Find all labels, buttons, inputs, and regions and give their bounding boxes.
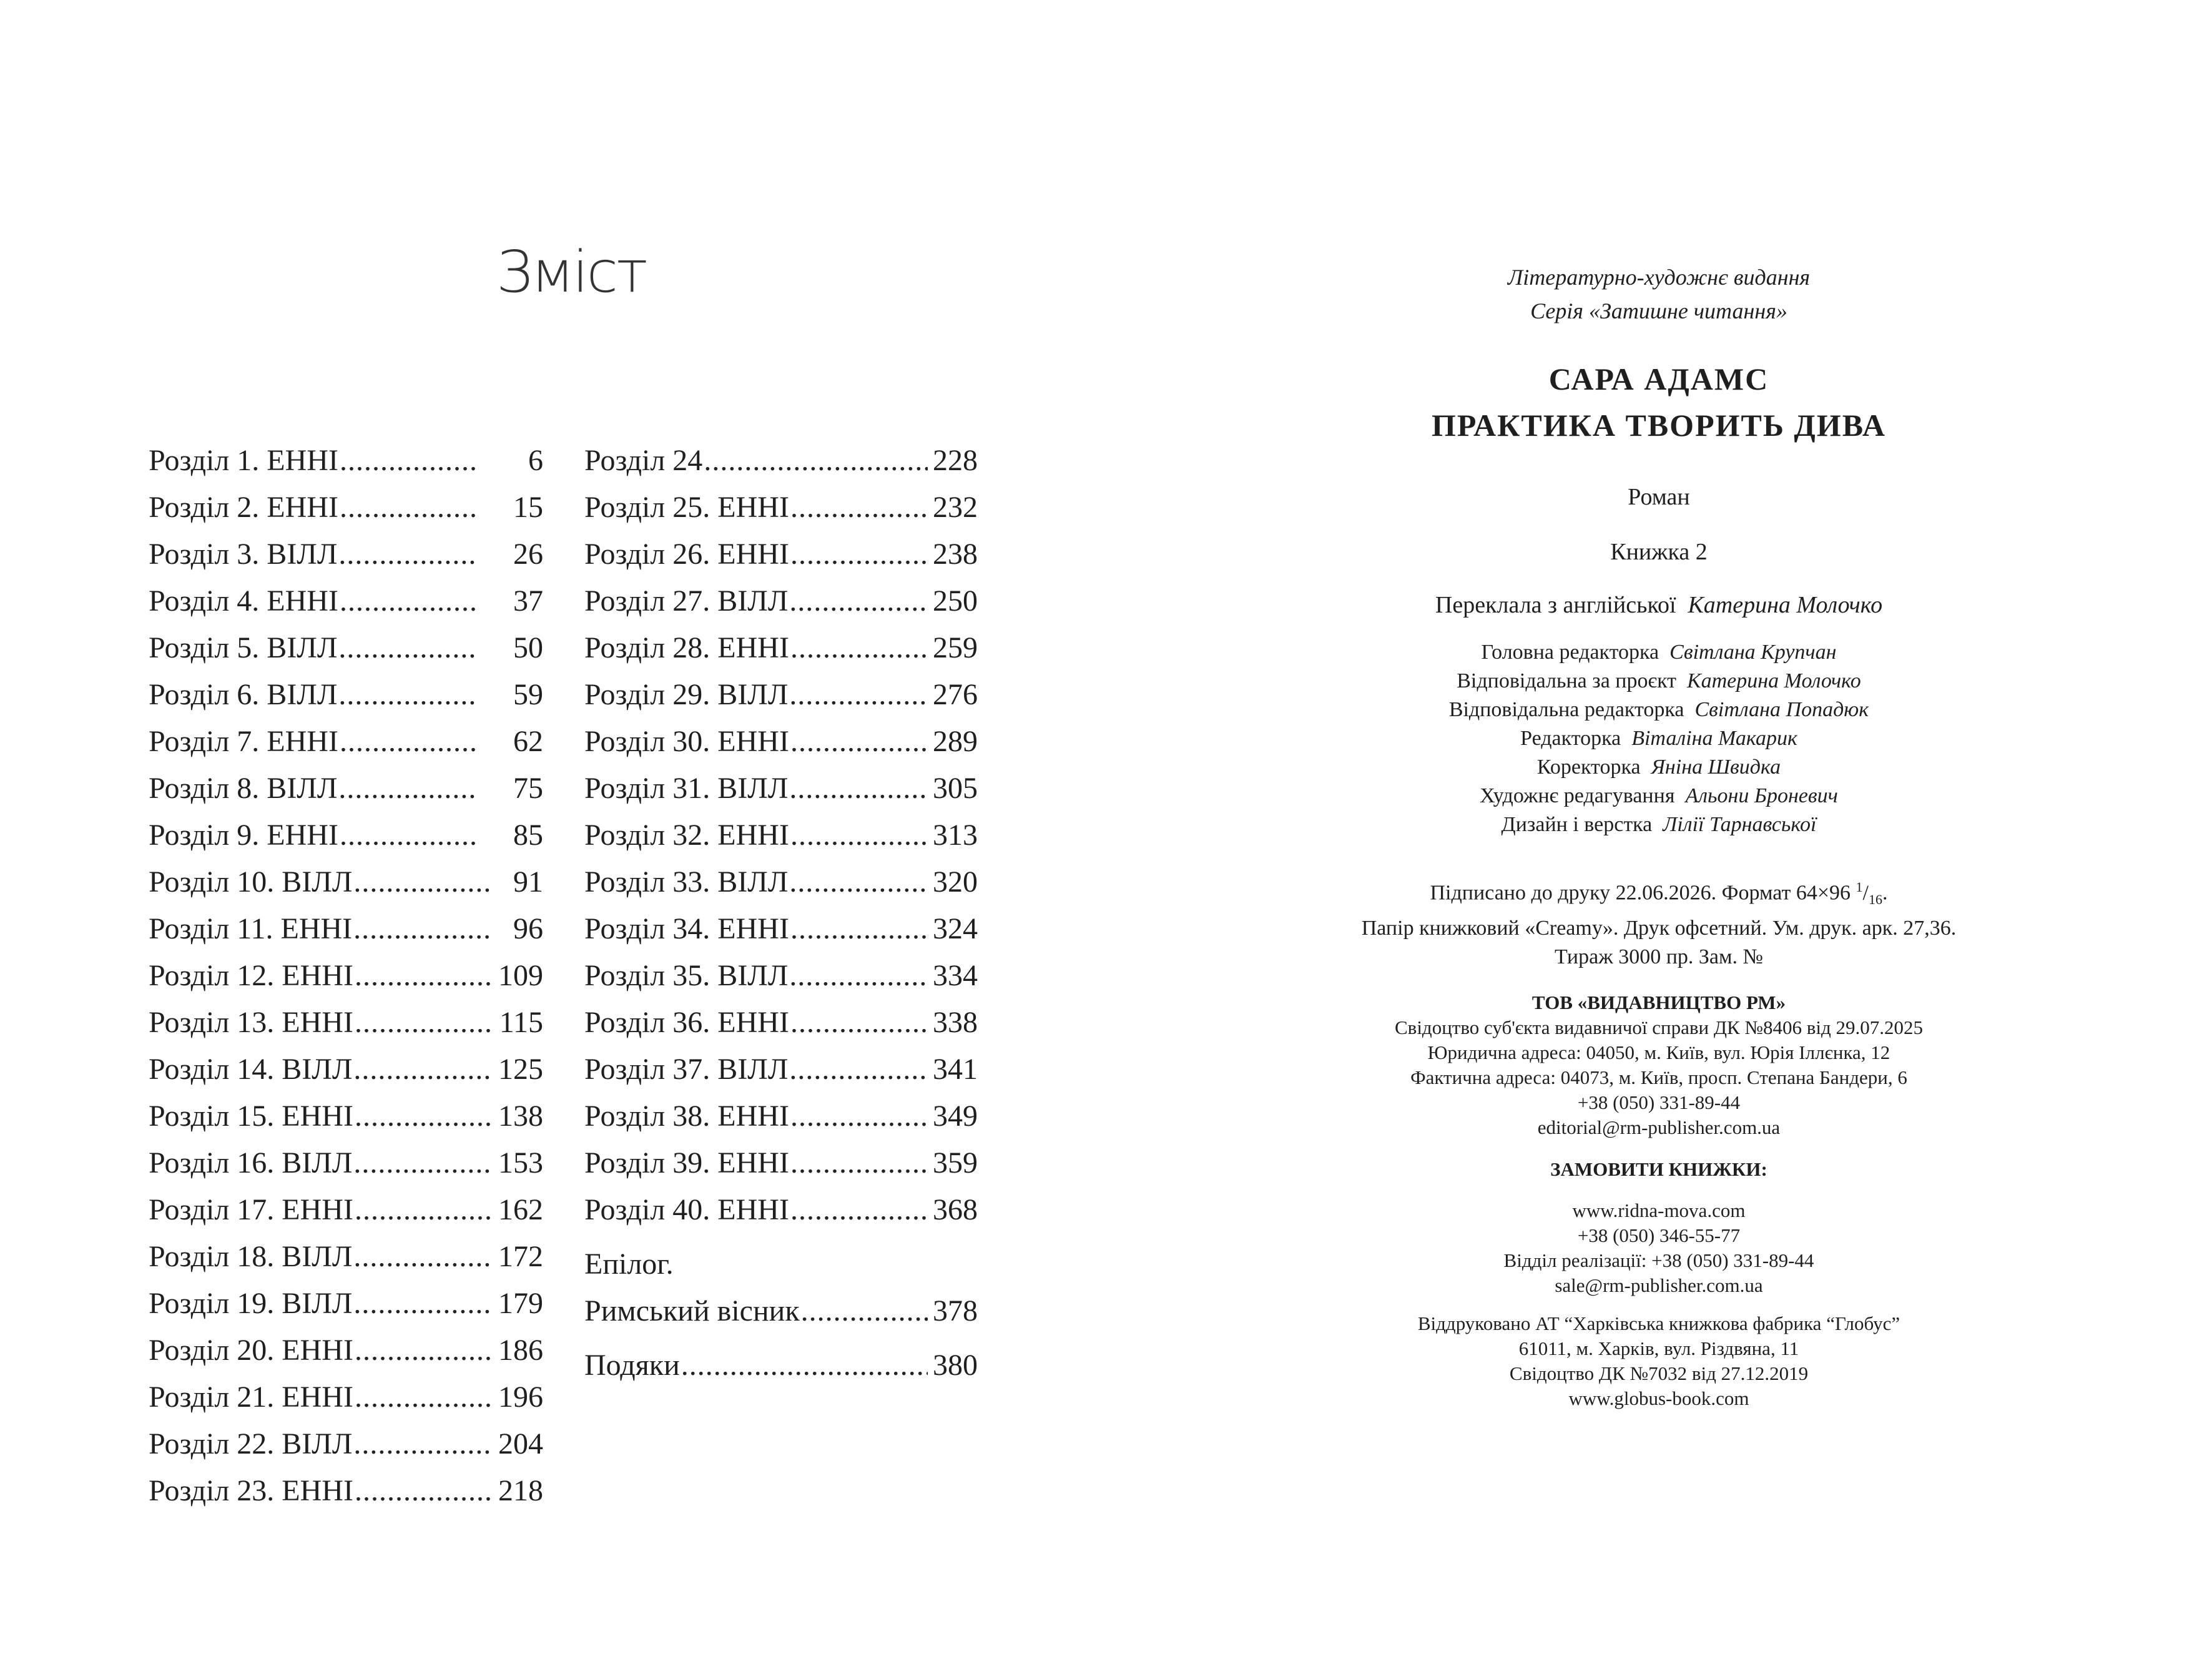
staff-credits — [1106, 638, 2212, 839]
dot-leader — [338, 531, 474, 578]
publisher-block — [1106, 990, 2212, 1140]
dot-leader — [353, 1140, 493, 1186]
toc-entry-label: Римський вісник — [584, 1294, 800, 1327]
print-details — [1106, 873, 2212, 972]
dot-leader — [789, 1046, 928, 1093]
toc-entry — [149, 1280, 543, 1327]
toc-entry-page: 305 — [933, 772, 978, 805]
credit-name: Лілії Тарнавської — [1663, 813, 1817, 836]
toc-entry-label: Розділ 11. ЕННІ — [149, 912, 353, 945]
dot-leader — [681, 1342, 928, 1389]
dot-leader — [790, 905, 928, 952]
toc-entry-page: 313 — [933, 819, 978, 852]
toc-entry-page: 162 — [498, 1193, 543, 1226]
toc-entry — [584, 859, 978, 905]
toc-entry-page: 341 — [933, 1053, 978, 1086]
order-line: sale@rm-publisher.com.ua — [1555, 1274, 1763, 1296]
dot-leader — [338, 671, 474, 718]
order-line: +38 (050) 346-55-77 — [1577, 1224, 1741, 1246]
dot-leader — [355, 999, 493, 1046]
dot-leader — [355, 952, 493, 999]
dot-leader — [340, 718, 476, 765]
toc-entry-page: 75 — [513, 772, 543, 805]
toc-entry — [584, 1342, 978, 1389]
dot-leader — [790, 999, 928, 1046]
dot-leader — [790, 1140, 928, 1186]
toc-entry — [149, 765, 543, 812]
toc-entry-page: 26 — [513, 538, 543, 571]
dot-leader — [353, 1280, 493, 1327]
toc-entry-page: 378 — [933, 1294, 978, 1327]
dot-leader — [789, 952, 928, 999]
toc-entry-label: Розділ 35. ВІЛЛ — [584, 959, 789, 992]
toc-entry — [149, 1467, 543, 1514]
publisher-line: Юридична адреса: 04050, м. Київ, вул. Юрія Іллєнка, 12 — [1427, 1041, 1890, 1063]
dot-leader — [789, 671, 928, 718]
publisher-line: Фактична адреса: 04073, м. Київ, просп. Степана Бандери, 6 — [1410, 1066, 1907, 1088]
credit-role: Головна редакторка — [1481, 641, 1659, 664]
staff-credit — [1106, 810, 2212, 839]
toc-entry-label: Розділ 17. ЕННІ — [149, 1193, 353, 1226]
toc-entry-page: 368 — [933, 1193, 978, 1226]
toc-entry-label: Розділ 34. ЕННІ — [584, 912, 789, 945]
toc-entry-page: 179 — [498, 1287, 543, 1320]
dot-leader — [340, 437, 476, 484]
toc-entry — [584, 624, 978, 671]
toc-entry — [584, 1046, 978, 1093]
toc-entry-label: Розділ 38. ЕННІ — [584, 1100, 789, 1133]
toc-entry-label: Розділ 32. ЕННІ — [584, 819, 789, 852]
toc-entry-label: Розділ 39. ЕННІ — [584, 1146, 789, 1179]
dot-leader — [790, 1093, 928, 1140]
credit-name: Світлана Крупчан — [1669, 641, 1837, 664]
toc-column-2 — [584, 437, 978, 1389]
toc-entry-label: Розділ 12. ЕННІ — [149, 959, 353, 992]
toc-entry-label: Розділ 15. ЕННІ — [149, 1100, 353, 1133]
credit-name: Віталіна Макарик — [1631, 727, 1797, 750]
toc-entry-page: 96 — [513, 912, 543, 945]
toc-entry-page: 6 — [528, 444, 543, 477]
book-title: ПРАКТИКА ТВОРИТЬ ДИВА — [1431, 408, 1887, 443]
toc-entry-label: Розділ 20. ЕННІ — [149, 1334, 353, 1367]
toc-entry — [149, 624, 543, 671]
printer-line: 61011, м. Харків, вул. Різдвяна, 11 — [1518, 1337, 1799, 1359]
credit-role: Відповідальна редакторка — [1448, 698, 1684, 721]
toc-entry-label: Розділ 4. ЕННІ — [149, 584, 338, 618]
toc-entry-label: Розділ 22. ВІЛЛ — [149, 1427, 353, 1460]
toc-entry — [584, 671, 978, 718]
toc-entry-page: 91 — [513, 865, 543, 898]
credit-role: Відповідальна за проєкт — [1457, 669, 1677, 692]
dot-leader — [789, 859, 928, 905]
genre-line: Літературно-художнє видання — [1507, 265, 1811, 290]
toc-entry-label: Розділ 26. ЕННІ — [584, 538, 789, 571]
toc-entry-label: Розділ 3. ВІЛЛ — [149, 538, 338, 571]
toc-entry-page: 324 — [933, 912, 978, 945]
toc-entry — [584, 531, 978, 578]
dot-leader — [340, 578, 476, 624]
toc-entry-label: Розділ 9. ЕННІ — [149, 819, 338, 852]
dot-leader — [353, 1233, 493, 1280]
toc-entry — [584, 812, 978, 859]
toc-entry — [149, 1327, 543, 1374]
staff-credit — [1106, 724, 2212, 753]
toc-entry-label: Розділ 13. ЕННІ — [149, 1006, 353, 1039]
publisher-line: editorial@rm-publisher.com.ua — [1537, 1116, 1781, 1138]
toc-entry-page: 15 — [513, 491, 543, 524]
toc-entry-page: 334 — [933, 959, 978, 992]
toc-entry-page: 115 — [499, 1006, 543, 1039]
toc-entry-page: 338 — [933, 1006, 978, 1039]
dot-leader — [801, 1287, 928, 1334]
toc-entry-label: Розділ 1. ЕННІ — [149, 444, 338, 477]
dot-leader — [355, 1467, 493, 1514]
publisher-line: +38 (050) 331-89-44 — [1577, 1091, 1741, 1113]
credit-name: Яніна Швидка — [1651, 756, 1781, 779]
translation-credit — [1106, 588, 2212, 623]
toc-entry-label: Розділ 36. ЕННІ — [584, 1006, 789, 1039]
toc-entry-page: 196 — [498, 1381, 543, 1414]
toc-entry-label: Розділ 18. ВІЛЛ — [149, 1240, 353, 1273]
toc-entry-label: Розділ 37. ВІЛЛ — [584, 1053, 789, 1086]
dot-leader — [353, 1046, 493, 1093]
printer-line: www.globus-book.com — [1568, 1387, 1749, 1409]
printer-block — [1106, 1311, 2212, 1411]
dot-leader — [353, 859, 489, 905]
dot-leader — [355, 1093, 493, 1140]
book-number: Книжка 2 — [1610, 539, 1708, 565]
toc-entry — [149, 905, 543, 952]
toc-entry-page: 320 — [933, 865, 978, 898]
toc-entry-page: 289 — [933, 725, 978, 758]
staff-credit — [1106, 667, 2212, 696]
order-line: www.ridna-mova.com — [1572, 1199, 1746, 1221]
toc-entry-label: Розділ 29. ВІЛЛ — [584, 678, 789, 711]
toc-entry — [149, 578, 543, 624]
dot-leader — [789, 578, 928, 624]
toc-column-1 — [149, 437, 543, 1514]
toc-entry — [149, 999, 543, 1046]
order-heading: ЗАМОВИТИ КНИЖКИ: — [1550, 1158, 1767, 1180]
publisher-line: Свідоцтво суб'єкта видавничої справи ДК №8406 від 29.07.2025 — [1395, 1017, 1923, 1038]
translator-name: Катерина Молочко — [1688, 592, 1883, 618]
toc-entry-page: 250 — [933, 584, 978, 618]
toc-entry-label: Розділ 24 — [584, 444, 703, 477]
printer-line: Свідоцтво ДК №7032 від 27.12.2019 — [1509, 1362, 1809, 1384]
toc-entry-page: 125 — [498, 1053, 543, 1086]
dot-leader — [704, 437, 928, 484]
toc-entry-page: 85 — [513, 819, 543, 852]
author-name: САРА АДАМС — [1548, 362, 1769, 396]
toc-entry-label: Розділ 31. ВІЛЛ — [584, 772, 789, 805]
toc-entry-page: 218 — [498, 1474, 543, 1507]
toc-entry-label: Розділ 19. ВІЛЛ — [149, 1287, 353, 1320]
toc-entry — [149, 531, 543, 578]
toc-entry — [584, 1140, 978, 1186]
toc-entry-label: Розділ 5. ВІЛЛ — [149, 631, 338, 664]
print-line-3: Тираж 3000 пр. Зам. № — [1555, 945, 1763, 969]
staff-credit — [1106, 696, 2212, 724]
translation-role: Переклала з англійської — [1435, 592, 1676, 618]
dot-leader — [790, 484, 928, 531]
toc-entry-page: 172 — [498, 1240, 543, 1273]
toc-entry-label: Розділ 40. ЕННІ — [584, 1193, 789, 1226]
toc-entry — [149, 1186, 543, 1233]
toc-entry-page: 259 — [933, 631, 978, 664]
order-block — [1106, 1157, 2212, 1182]
toc-entry — [149, 1140, 543, 1186]
toc-entry — [584, 578, 978, 624]
toc-entry — [149, 671, 543, 718]
toc-entry — [584, 952, 978, 999]
credit-role: Коректорка — [1536, 756, 1641, 779]
toc-entry-page: 153 — [498, 1146, 543, 1179]
staff-credit — [1106, 638, 2212, 667]
toc-title: Зміст — [496, 239, 646, 305]
imprint-page — [1106, 0, 2212, 1659]
toc-entry-label: Розділ 33. ВІЛЛ — [584, 865, 789, 898]
series-line: Серія «Затишне читання» — [1530, 298, 1787, 323]
toc-entry-label: Розділ 7. ЕННІ — [149, 725, 338, 758]
toc-entry — [149, 437, 543, 484]
toc-entry-label: Розділ 27. ВІЛЛ — [584, 584, 789, 618]
order-contacts — [1106, 1198, 2212, 1298]
toc-entry-page: 204 — [498, 1427, 543, 1460]
printer-line: Віддруковано АТ “Харківська книжкова фабрика “Глобус” — [1417, 1312, 1900, 1334]
toc-entry — [149, 1374, 543, 1420]
toc-entry — [584, 484, 978, 531]
toc-entry — [584, 1186, 978, 1233]
epilogue-heading: Епілог. — [584, 1248, 674, 1281]
toc-entry — [584, 765, 978, 812]
dot-leader — [355, 1186, 493, 1233]
dot-leader — [353, 905, 489, 952]
toc-entry — [584, 1093, 978, 1140]
dot-leader — [790, 531, 928, 578]
dot-leader — [790, 718, 928, 765]
dot-leader — [340, 484, 476, 531]
toc-entry-label: Подяки — [584, 1349, 680, 1382]
toc-entry — [149, 484, 543, 531]
toc-entry — [584, 437, 978, 484]
toc-entry-label: Розділ 14. ВІЛЛ — [149, 1053, 353, 1086]
dot-leader — [340, 812, 476, 859]
toc-entry-label: Розділ 23. ЕННІ — [149, 1474, 353, 1507]
toc-entry-page: 238 — [933, 538, 978, 571]
credit-role: Дизайн і верстка — [1501, 813, 1653, 836]
toc-entry-label: Розділ 25. ЕННІ — [584, 491, 789, 524]
toc-entry-page: 138 — [498, 1100, 543, 1133]
credit-role: Художнє редагування — [1480, 784, 1675, 807]
toc-entry-page: 228 — [933, 444, 978, 477]
toc-entry — [584, 718, 978, 765]
credit-name: Альони Броневич — [1685, 784, 1838, 807]
dot-leader — [338, 765, 474, 812]
toc-entry — [584, 905, 978, 952]
order-line: Відділ реалізації: +38 (050) 331-89-44 — [1503, 1249, 1814, 1271]
toc-entry-page: 232 — [933, 491, 978, 524]
toc-entry — [149, 1093, 543, 1140]
toc-entry-label: Розділ 8. ВІЛЛ — [149, 772, 338, 805]
staff-credit — [1106, 753, 2212, 782]
toc-entry-page: 276 — [933, 678, 978, 711]
toc-entry-label: Розділ 16. ВІЛЛ — [149, 1146, 353, 1179]
toc-entry-page: 186 — [498, 1334, 543, 1367]
toc-entry-page: 62 — [513, 725, 543, 758]
toc-entry-page: 59 — [513, 678, 543, 711]
toc-entry-label: Розділ 28. ЕННІ — [584, 631, 789, 664]
toc-entry — [584, 1287, 978, 1334]
toc-entry — [149, 812, 543, 859]
dot-leader — [355, 1327, 493, 1374]
toc-entry-label: Розділ 6. ВІЛЛ — [149, 678, 338, 711]
toc-entry — [149, 859, 543, 905]
dot-leader — [789, 765, 928, 812]
print-line-1: Підписано до друку 22.06.2026. Формат 64×96 $^1/_{16}$. — [1430, 879, 1888, 908]
genre-form: Роман — [1628, 484, 1690, 510]
toc-entry — [149, 1233, 543, 1280]
toc-entry — [149, 1046, 543, 1093]
credit-role: Редакторка — [1520, 727, 1621, 750]
toc-entry — [149, 952, 543, 999]
dot-leader — [790, 624, 928, 671]
dot-leader — [353, 1420, 493, 1467]
toc-entry-label: Розділ 30. ЕННІ — [584, 725, 789, 758]
toc-entry-page: 359 — [933, 1146, 978, 1179]
toc-entry-page: 37 — [513, 584, 543, 618]
dot-leader — [790, 812, 928, 859]
publisher-name: ТОВ «ВИДАВНИЦТВО РМ» — [1531, 992, 1786, 1013]
toc-entry-label: Розділ 21. ЕННІ — [149, 1381, 353, 1414]
toc-entry-label: Розділ 10. ВІЛЛ — [149, 865, 353, 898]
toc-entry-page: 349 — [933, 1100, 978, 1133]
toc-entry-label: Розділ 2. ЕННІ — [149, 491, 338, 524]
print-line-2: Папір книжковий «Creamy». Друк офсетний. Ум. друк. арк. 27,36. — [1361, 917, 1957, 940]
toc-entry — [149, 1420, 543, 1467]
toc-entry — [584, 999, 978, 1046]
dot-leader — [790, 1186, 928, 1233]
credit-name: Світлана Попадюк — [1694, 698, 1869, 721]
toc-entry — [149, 718, 543, 765]
toc-entry-page: 109 — [498, 959, 543, 992]
credit-name: Катерина Молочко — [1687, 669, 1861, 692]
staff-credit — [1106, 782, 2212, 810]
dot-leader — [355, 1374, 493, 1420]
toc-entry-page: 50 — [513, 631, 543, 664]
dot-leader — [338, 624, 474, 671]
toc-entry-page: 380 — [933, 1349, 978, 1382]
